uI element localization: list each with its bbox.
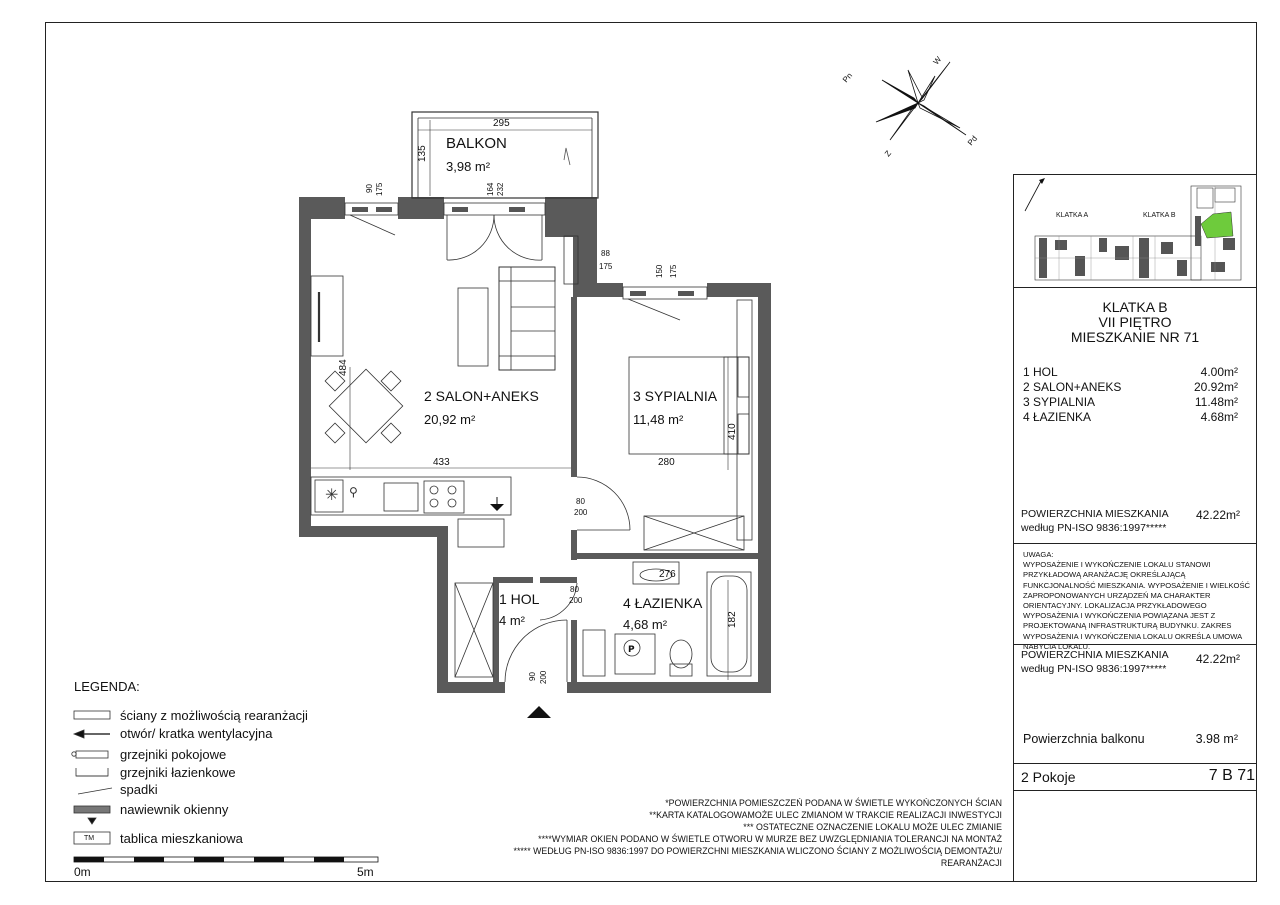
dim-sypialnia-height: 410 (727, 423, 738, 440)
salon-area: 20,92 m² (424, 412, 476, 427)
dim-entry-b: 200 (539, 670, 548, 684)
legend-item-vent: otwór/ kratka wentylacyjna (120, 726, 273, 741)
info-room-3-name: 3 SYPIALNIA (1023, 395, 1096, 409)
sypialnia-label: 3 SYPIALNIA (633, 388, 718, 404)
legend-item-tm: tablica mieszkaniowa (120, 831, 243, 846)
dim-win1-a: 90 (365, 184, 374, 193)
scale-end: 5m (357, 865, 374, 879)
p-symbol: P (628, 645, 635, 655)
legend-item-radiators: grzejniki pokojowe (120, 747, 227, 762)
dim-entry-a: 90 (528, 672, 537, 681)
note-1: *POWIERZCHNIA POMIESZCZEŃ PODANA W ŚWIETLE WYKOŃCZONYCH ŚCIAN (665, 798, 1002, 808)
info-total2-value: 42.22m² (1195, 652, 1240, 666)
keyplan-klatka-a: KLATKA A (1056, 212, 1089, 219)
info-room-4-area: 4.68m² (1200, 410, 1238, 424)
window-vents (352, 207, 694, 296)
note-5: ***** WEDŁUG PN-ISO 9836:1997 DO POWIERZCHNI MIESZKANIA WLICZONO ŚCIANY Z MOŻLIWOŚCIĄ DEMONTAŻU/ (513, 846, 1002, 856)
legend-title: LEGENDA: (74, 679, 140, 694)
keyplan-klatka-b: KLATKA B (1143, 212, 1176, 219)
info-total-label-2: według PN-ISO 9836:1997***** (1021, 522, 1167, 534)
uwaga-text: WYPOSAŻENIE I WYKOŃCZENIE LOKALU STANOWI PRZYKŁADOWĄ ARANŻACJĘ OKREŚLAJĄCĄ FUNKCJONALNOŚĆ MIESZKANIA. WYPOSAŻENIE I WIELKOŚĆ ZAPROPONOWANYCH URZĄDZEŃ MA CHARAKTER ORIENTACYJNY. LOKALIZACJA PRZYKŁADOWEGO WYPOSAŻENIA I WYKOŃCZENIA POWIĄZANA JEST Z PROJEKTOWANĄ INFRASTRUKTURĄ BUDYNKU. ZAKRES WYPOSAŻENIA I WYKOŃCZENIA LOKALU OKREŚLA UMOWA NABYCIA LOKALU. (1023, 560, 1251, 651)
divider (1013, 287, 1257, 288)
info-title-3: MIESZKANIE NR 71 (1070, 329, 1200, 345)
note-2: **KARTA KATALOGOWAMOŻE ULEC ZMIANOM W TRAKCIE REALIZACJI INWESTYCJI (649, 810, 1002, 820)
info-room-4-name: 4 ŁAZIENKA (1023, 410, 1092, 424)
dim-balkon-width: 295 (493, 118, 510, 129)
legend-tm-symbol: TM (84, 835, 95, 842)
compass-s: Pd (965, 134, 980, 148)
dim-lazienka-height: 182 (727, 611, 738, 628)
door-swings (350, 215, 680, 682)
divider (1013, 790, 1257, 791)
balkon-label: BALKON (446, 135, 507, 152)
kitchen-counter (311, 276, 511, 547)
legend-item-bath-radiators: grzejniki łazienkowe (120, 765, 236, 780)
sypialnia-area: 11,48 m² (633, 412, 684, 427)
info-total-label-1: POWIERZCHNIA MIESZKANIA (1021, 508, 1169, 520)
dim-door-balkon-b: 232 (496, 182, 505, 196)
uwaga-box (1023, 550, 1253, 652)
notes (482, 797, 1002, 869)
walls (299, 197, 771, 693)
legend-symbols (72, 711, 112, 844)
legend-item-window-vent: nawiewnik okienny (120, 802, 229, 817)
balkon-area-value: 3.98 m² (1195, 732, 1238, 746)
divider (1013, 644, 1257, 645)
balkon-area: 3,98 m² (446, 159, 491, 174)
legend-item-slopes: spadki (120, 782, 158, 797)
svg-text:⚲: ⚲ (349, 485, 358, 499)
keyplan-highlight (1201, 212, 1233, 238)
dim-salon-height: 484 (338, 359, 349, 376)
entrance-arrow (527, 706, 551, 718)
lazienka-label: 4 ŁAZIENKA (623, 595, 703, 611)
info-total2-label-1: POWIERZCHNIA MIESZKANIA (1021, 649, 1169, 661)
dim-vent-a: 88 (601, 249, 610, 258)
info-total-value: 42.22m² (1195, 508, 1240, 522)
legend-item-walls: ściany z możliwością rearanżacji (120, 708, 308, 723)
uwaga-title: UWAGA: (1023, 550, 1054, 559)
dim-door-lazienka-a: 80 (570, 585, 579, 594)
note-3: *** OSTATECZNE OZNACZENIE LOKALU MOŻE ULEC ZMIANIE (743, 822, 1002, 832)
dim-sypialnia-width: 280 (658, 457, 675, 468)
unit-code: 7 B 71 (1208, 767, 1255, 784)
info-room-2-name: 2 SALON+ANEKS (1023, 380, 1122, 394)
dim-balkon-depth: 135 (417, 145, 428, 162)
dim-vent-b: 175 (599, 262, 613, 271)
info-room-1-area: 4.00m² (1200, 365, 1238, 379)
compass-rose (876, 62, 966, 140)
divider (1013, 543, 1257, 544)
dim-win2-a: 150 (655, 264, 664, 278)
dim-salon-width: 433 (433, 457, 450, 468)
dim-door-sypialnia-b: 200 (574, 508, 588, 517)
dim-lazienka-width: 276 (659, 569, 676, 580)
rooms-count: 2 Pokoje (1021, 769, 1076, 785)
info-title-2: VII PIĘTRO (1098, 314, 1172, 330)
note-6: REARANŻACJI (940, 858, 1002, 868)
scale-bar (74, 857, 378, 862)
salon-label: 2 SALON+ANEKS (424, 388, 539, 404)
scale-start: 0m (74, 865, 91, 879)
dim-win2-b: 175 (669, 264, 678, 278)
hol-area: 4 m² (499, 613, 525, 628)
dim-door-balkon-a: 164 (486, 182, 495, 196)
compass-e: W (931, 54, 944, 67)
compass-n: Pn (840, 71, 855, 85)
keyplan (1015, 176, 1255, 286)
balkon-area-label: Powierzchnia balkonu (1023, 732, 1145, 746)
note-4: ****WYMIAR OKIEN PODANO W ŚWIETLE OTWORU W MURZE BEZ UWZGLĘDNIANIA TOLERANCJI NA MONTAŻ (538, 834, 1002, 844)
divider (1013, 763, 1257, 764)
info-room-1-name: 1 HOL (1023, 365, 1058, 379)
info-room-3-area: 11.48m² (1194, 395, 1238, 409)
dim-door-lazienka-b: 200 (569, 596, 583, 605)
dim-door-sypialnia-a: 80 (576, 497, 585, 506)
dim-win1-b: 175 (375, 182, 384, 196)
info-title-1: KLATKA B (1102, 299, 1168, 315)
lazienka-area: 4,68 m² (623, 617, 668, 632)
svg-text:✳: ✳ (325, 485, 339, 504)
info-room-2-area: 20.92m² (1193, 380, 1238, 394)
info-total2-label-2: według PN-ISO 9836:1997***** (1021, 663, 1167, 675)
compass-w: Z (883, 148, 894, 159)
hol-label: 1 HOL (499, 591, 540, 607)
